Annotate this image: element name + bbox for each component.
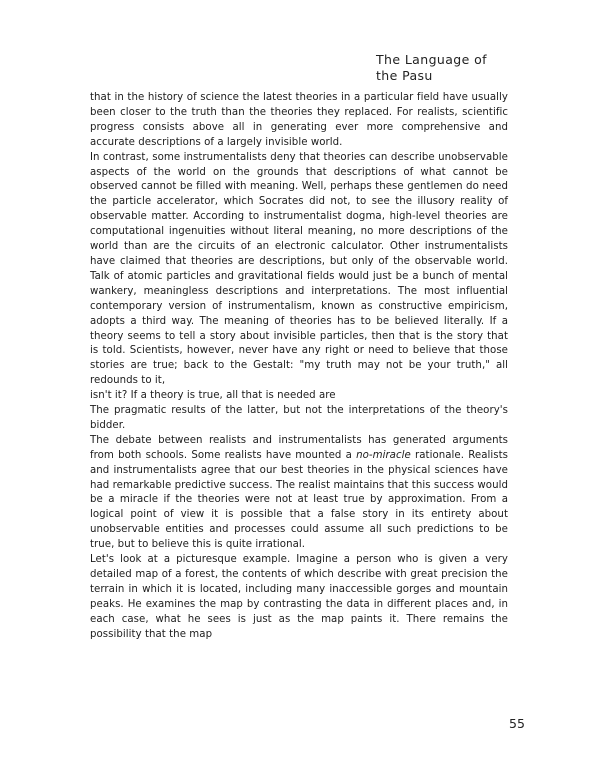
paragraph-2: In contrast, some instrumentalists deny that theories can describe unobservable aspects of the world on the grounds that descriptions of what cannot be observed cannot be filled with meaning. Well, perhaps these gentlemen do need the particle accelerator, which Socrates did not, to see the illusory reality of observable matter. According to instrumentalist dogma, high-level theories are computational ingenuities without literal meaning, no more descriptions of the world than are the circuits of an electronic calculator. Other instrumentalists have claimed that theories are descriptions, but only of the observable world. Talk of atomic particles and gravitational fields would just be a bunch of mental wankery, meaningless descriptions and interpretations. The most influential contemporary version of instrumentalism, known as constructive empiricism, adopts a third way. The meaning of theories has to be believed literally. If a theory seems to tell a story about invisible particles, then that is the story that is told. Scientists, however, never have any right or need to believe that those stories are true; back to the Gestalt: "my truth may not be your truth," all redounds to it, xyxy=(90,151,508,387)
paragraph-5-text-a: The debate between realists and instrumentalists has generated arguments from both schools. Some realists have mounted a xyxy=(90,434,508,461)
running-title-line-2: the Pasu xyxy=(376,68,433,83)
body-text xyxy=(90,91,508,643)
page-number: 55 xyxy=(509,716,525,731)
paragraph-5-italic-term: no-miracle xyxy=(356,449,411,461)
paragraph-3: isn't it? If a theory is true, all that is needed are xyxy=(90,390,336,402)
paragraph-4: The pragmatic results of the latter, but not the interpretations of the theory's bidder. xyxy=(90,405,508,431)
paragraph-5 xyxy=(90,434,508,553)
running-title-line-1: The Language of xyxy=(376,52,487,67)
paragraph-6: Let's look at a picturesque example. Imagine a person who is given a very detailed map of a forest, the contents of which describe with great precision the terrain in which it is located, including many inaccessible gorges and mountain peaks. He examines the map by contrasting the data in different places and, in each case, what he sees is just as the map paints it. There remains the possibility that the map xyxy=(90,554,508,640)
running-title xyxy=(376,52,516,84)
paragraph-5-text-b: rationale. Realists and instrumentalists agree that our best theories in the physical sciences have had remarkable predictive success. The realist maintains that this success would be a miracle if the theories were not at least true by approximation. From a logical point of view it is possible that a false story in its entirety about unobservable entities and processes could assume all such predictions to be true, but to believe this is quite irrational. xyxy=(90,449,509,551)
paragraph-1: that in the history of science the latest theories in a particular field have usually been closer to the truth than the theories they replaced. For realists, scientific progress consists above all in generating ever more comprehensive and accurate descriptions of a largely invisible world. xyxy=(90,92,508,148)
